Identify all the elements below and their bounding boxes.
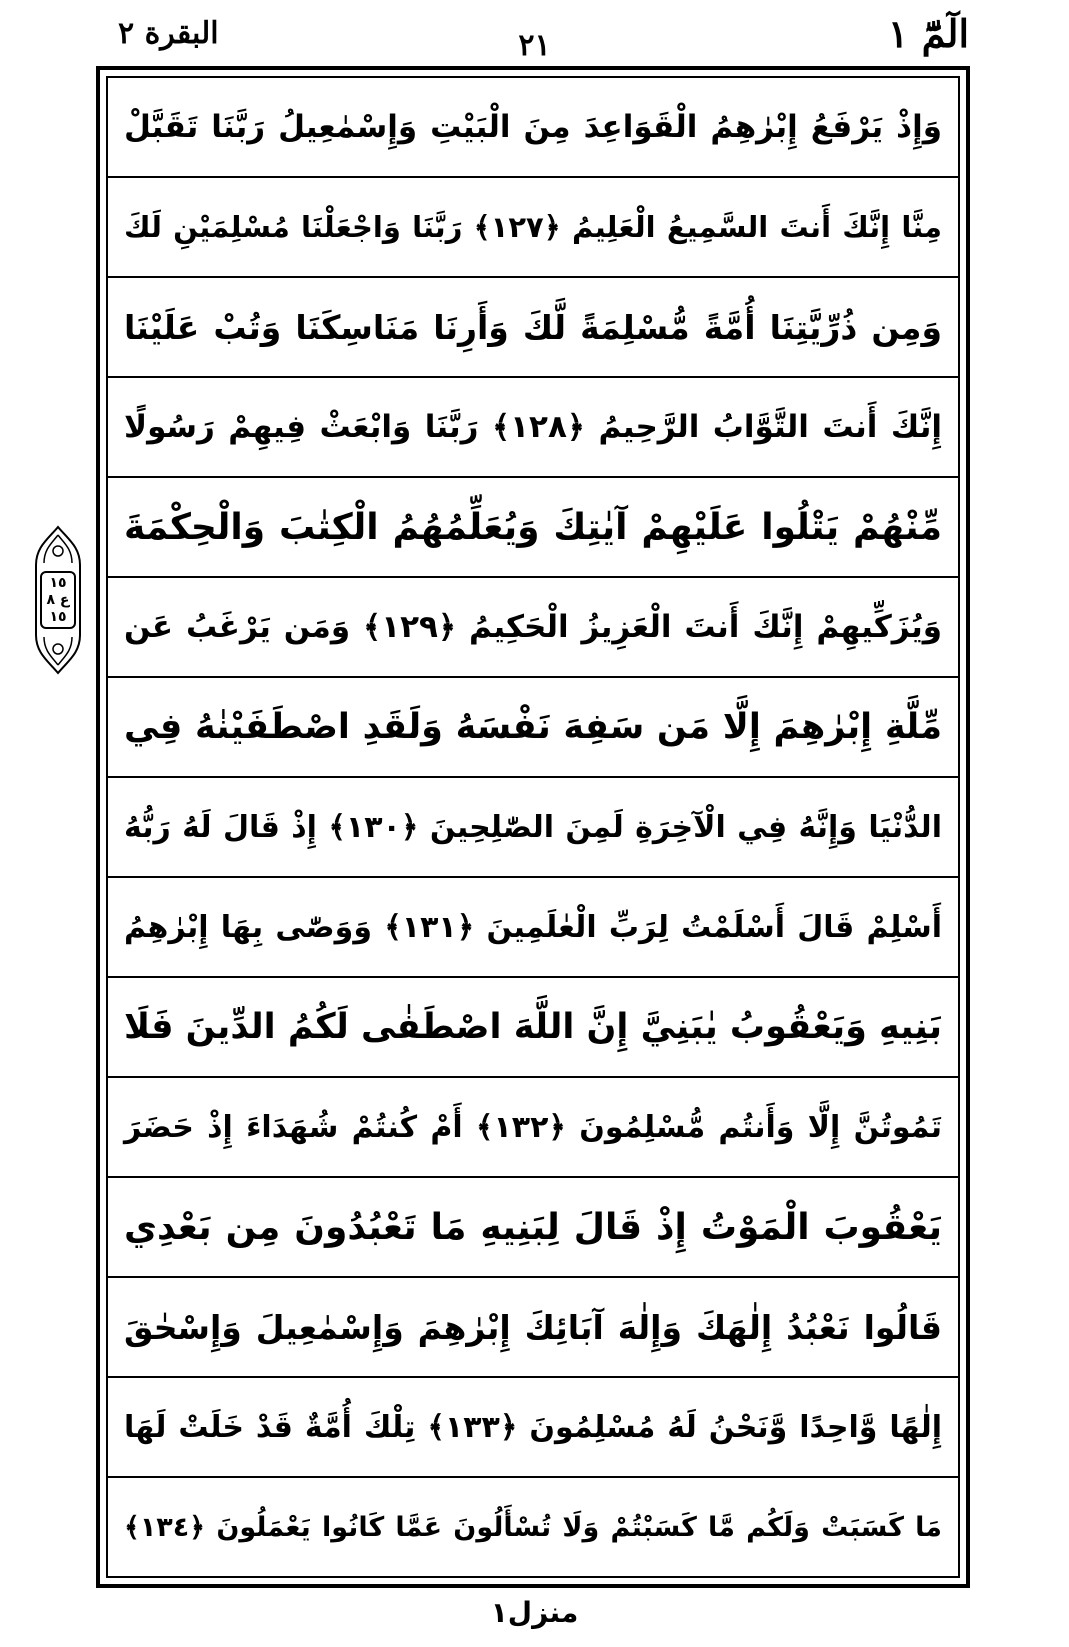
page-frame (96, 66, 970, 1588)
line-text: مِنَّا إِنَّكَ أَنتَ السَّمِيعُ الْعَلِيمُ ﴿١٢٧﴾ رَبَّنَا وَاجْعَلْنَا مُسْلِمَيْنِ لَكَ (124, 210, 942, 244)
text-line (108, 778, 958, 878)
text-block (106, 76, 960, 1578)
text-line (108, 78, 958, 178)
text-line (108, 1278, 958, 1378)
line-text: إِلٰهًا وَّاحِدًا وَّنَحْنُ لَهُ مُسْلِمُونَ ﴿١٣٣﴾ تِلْكَ أُمَّةٌ قَدْ خَلَتْ لَهَا (124, 1409, 942, 1445)
line-text: وَمِن ذُرِّيَّتِنَا أُمَّةً مُّسْلِمَةً لَّكَ وَأَرِنَا مَنَاسِكَنَا وَتُبْ عَلَيْنَا (124, 307, 942, 347)
text-line (108, 578, 958, 678)
text-line (108, 1478, 958, 1576)
line-text: إِنَّكَ أَنتَ التَّوَّابُ الرَّحِيمُ ﴿١٢٨﴾ رَبَّنَا وَابْعَثْ فِيهِمْ رَسُولًا (124, 409, 942, 445)
ruku-para-count: ١٥ (49, 574, 67, 591)
line-text: مَا كَسَبَتْ وَلَكُم مَّا كَسَبْتُمْ وَلَا تُسْأَلُونَ عَمَّا كَانُوا يَعْمَلُونَ ﴿١٣٤﴾ (124, 1511, 942, 1543)
line-text: قَالُوا نَعْبُدُ إِلٰهَكَ وَإِلٰهَ آبَائِكَ إِبْرٰهِمَ وَإِسْمٰعِيلَ وَإِسْحٰقَ (124, 1307, 942, 1347)
line-text: وَيُزَكِّيهِمْ إِنَّكَ أَنتَ الْعَزِيزُ الْحَكِيمُ ﴿١٢٩﴾ وَمَن يَرْغَبُ عَن (124, 609, 942, 645)
text-line (108, 878, 958, 978)
text-line (108, 678, 958, 778)
ruku-number: ع ٨ (46, 591, 70, 608)
manzil-label: منزل١ (490, 1596, 579, 1629)
line-text: بَنِيهِ وَيَعْقُوبُ يٰبَنِيَّ إِنَّ اللَّهَ اصْطَفٰى لَكُمُ الدِّينَ فَلَا (124, 1007, 942, 1047)
line-text: وَإِذْ يَرْفَعُ إِبْرٰهِمُ الْقَوَاعِدَ مِنَ الْبَيْتِ وَإِسْمٰعِيلُ رَبَّنَا تَقَبَّلْ (124, 109, 942, 145)
surah-name: البقرة ٢ (118, 16, 219, 51)
text-line (108, 178, 958, 278)
ruku-marker (30, 525, 86, 675)
line-text: مِّنْهُمْ يَتْلُوا عَلَيْهِمْ آيٰتِكَ وَيُعَلِّمُهُمُ الْكِتٰبَ وَالْحِكْمَةَ (124, 506, 942, 548)
ruku-verse-count: ١٥ (49, 608, 67, 625)
text-line (108, 1378, 958, 1478)
text-line (108, 478, 958, 578)
text-line (108, 378, 958, 478)
line-text: الدُّنْيَا وَإِنَّهُ فِي الْآخِرَةِ لَمِنَ الصّٰلِحِينَ ﴿١٣٠﴾ إِذْ قَالَ لَهُ رَبُّهُ (124, 809, 942, 845)
line-text: يَعْقُوبَ الْمَوْتُ إِذْ قَالَ لِبَنِيهِ مَا تَعْبُدُونَ مِن بَعْدِي (124, 1206, 942, 1248)
text-line (108, 278, 958, 378)
line-text: أَسْلِمْ قَالَ أَسْلَمْتُ لِرَبِّ الْعٰلَمِينَ ﴿١٣١﴾ وَوَصّٰى بِهَا إِبْرٰهِمُ (124, 909, 942, 945)
page-number: ٢١ (518, 28, 551, 63)
para-name: الٓمّٓ ١ (887, 11, 969, 56)
line-text: تَمُوتُنَّ إِلَّا وَأَنتُم مُّسْلِمُونَ ﴿١٣٢﴾ أَمْ كُنتُمْ شُهَدَاءَ إِذْ حَضَرَ (124, 1109, 943, 1145)
text-line (108, 1178, 958, 1278)
text-line (108, 1078, 958, 1178)
line-text: مِّلَّةِ إِبْرٰهِمَ إِلَّا مَن سَفِهَ نَفْسَهُ وَلَقَدِ اصْطَفَيْنٰهُ فِي (124, 707, 942, 747)
text-line (108, 978, 958, 1078)
